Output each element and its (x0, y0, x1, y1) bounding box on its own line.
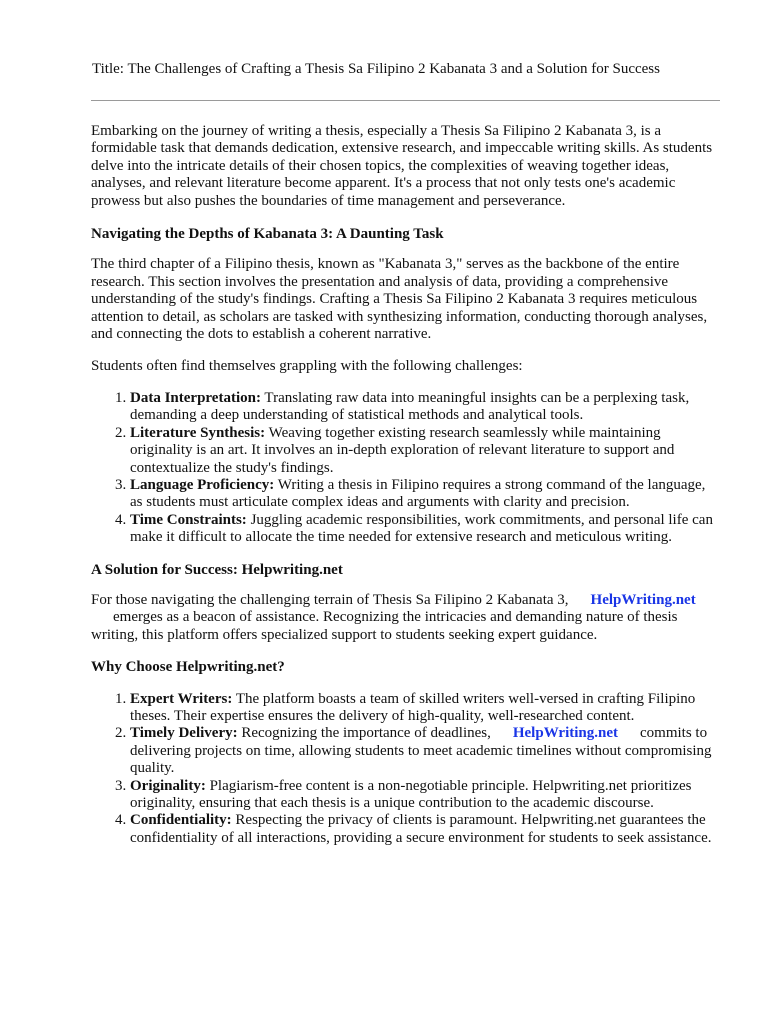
item-text: Plagiarism-free content is a non-negotiable principle. Helpwriting.net prioritizes originality, ensuring that each thesis is a unique contribution to the academic discourse. (130, 777, 692, 811)
item-text: Weaving together existing research seamlessly while maintaining originality is an art. It involves an in-depth exploration of relevant literature to support and contextualize the study's findings. (130, 424, 675, 476)
item-term: Originality: (130, 777, 206, 794)
item-term: Language Proficiency: (130, 476, 275, 493)
item-text: commits to delivering projects on time, allowing students to meet academic timelines without compromising quality. (130, 725, 712, 777)
item-term: Confidentiality: (130, 812, 232, 829)
list-item (130, 390, 721, 425)
solution-text-after: emerges as a beacon of assistance. Recognizing the intricacies and demanding nature of thesis writing, this platform offers specialized support to students seeking expert guidance. (91, 609, 678, 643)
list-item (130, 725, 721, 777)
benefits-list (91, 691, 721, 848)
list-item (130, 812, 721, 847)
helpwriting-link[interactable]: HelpWriting.net (512, 725, 618, 742)
kabanata-paragraph: The third chapter of a Filipino thesis, known as "Kabanata 3," serves as the backbone of the entire research. This section involves the presentation and analysis of data, providing a comprehensive understanding of the study's findings. Crafting a Thesis Sa Filipino 2 Kabanata 3 requires meticulous attention to detail, as scholars are tasked with synthesizing information, conducting thorough analyses, and connecting the dots to establish a coherent narrative. (91, 256, 708, 343)
solution-paragraph (91, 592, 721, 644)
item-text: Recognizing the importance of deadlines, (237, 725, 491, 742)
section-heading-kabanata: Navigating the Depths of Kabanata 3: A Daunting Task (91, 226, 444, 243)
item-term: Timely Delivery: (130, 725, 238, 742)
item-term: Time Constraints: (130, 511, 247, 528)
document-title: Title: The Challenges of Crafting a Thesis Sa Filipino 2 Kabanata 3 and a Solution for Success (92, 61, 660, 77)
challenges-list (91, 390, 721, 547)
item-term: Expert Writers: (130, 690, 233, 707)
item-text: Translating raw data into meaningful insights can be a perplexing task, demanding a deep understanding of statistical methods and analytical tools. (130, 389, 690, 424)
title-divider (91, 100, 720, 101)
intro-paragraph: Embarking on the journey of writing a thesis, especially a Thesis Sa Filipino 2 Kabanata 3, is a formidable task that demands dedication, extensive research, and impeccable writing skills. As students delve into the intricate details of their chosen topics, the complexities of weaving together ideas, analyses, and relevant literature become apparent. It's a process that not only tests one's academic prowess but also pushes the boundaries of time management and perseverance. (91, 123, 713, 209)
solution-text-before: For those navigating the challenging terrain of Thesis Sa Filipino 2 Kabanata 3, (91, 591, 569, 608)
item-text: Juggling academic responsibilities, work commitments, and personal life can make it difficult to allocate the time needed for extensive research and meticulous writing. (130, 511, 713, 546)
item-text: Writing a thesis in Filipino requires a strong command of the language, as students must articulate complex ideas and arguments with clarity and precision. (130, 476, 706, 511)
list-item (130, 691, 721, 726)
list-item (130, 512, 721, 547)
item-term: Literature Synthesis: (130, 424, 266, 441)
item-text: The platform boasts a team of skilled writers well-versed in crafting Filipino theses. Their expertise ensures the delivery of high-quality, well-researched content. (130, 690, 696, 724)
section-heading-solution: A Solution for Success: Helpwriting.net (91, 561, 343, 578)
challenges-lead: Students often find themselves grappling with the following challenges: (91, 358, 523, 375)
list-item (130, 477, 721, 512)
list-item (130, 778, 721, 813)
item-term: Data Interpretation: (130, 389, 261, 406)
list-item (130, 425, 721, 477)
document-body (91, 123, 721, 862)
helpwriting-link[interactable]: HelpWriting.net (590, 591, 696, 608)
section-heading-why: Why Choose Helpwriting.net? (91, 659, 285, 676)
item-text: Respecting the privacy of clients is paramount. Helpwriting.net guarantees the confidentiality of all interactions, providing a secure environment for students to seek assistance. (130, 812, 712, 846)
